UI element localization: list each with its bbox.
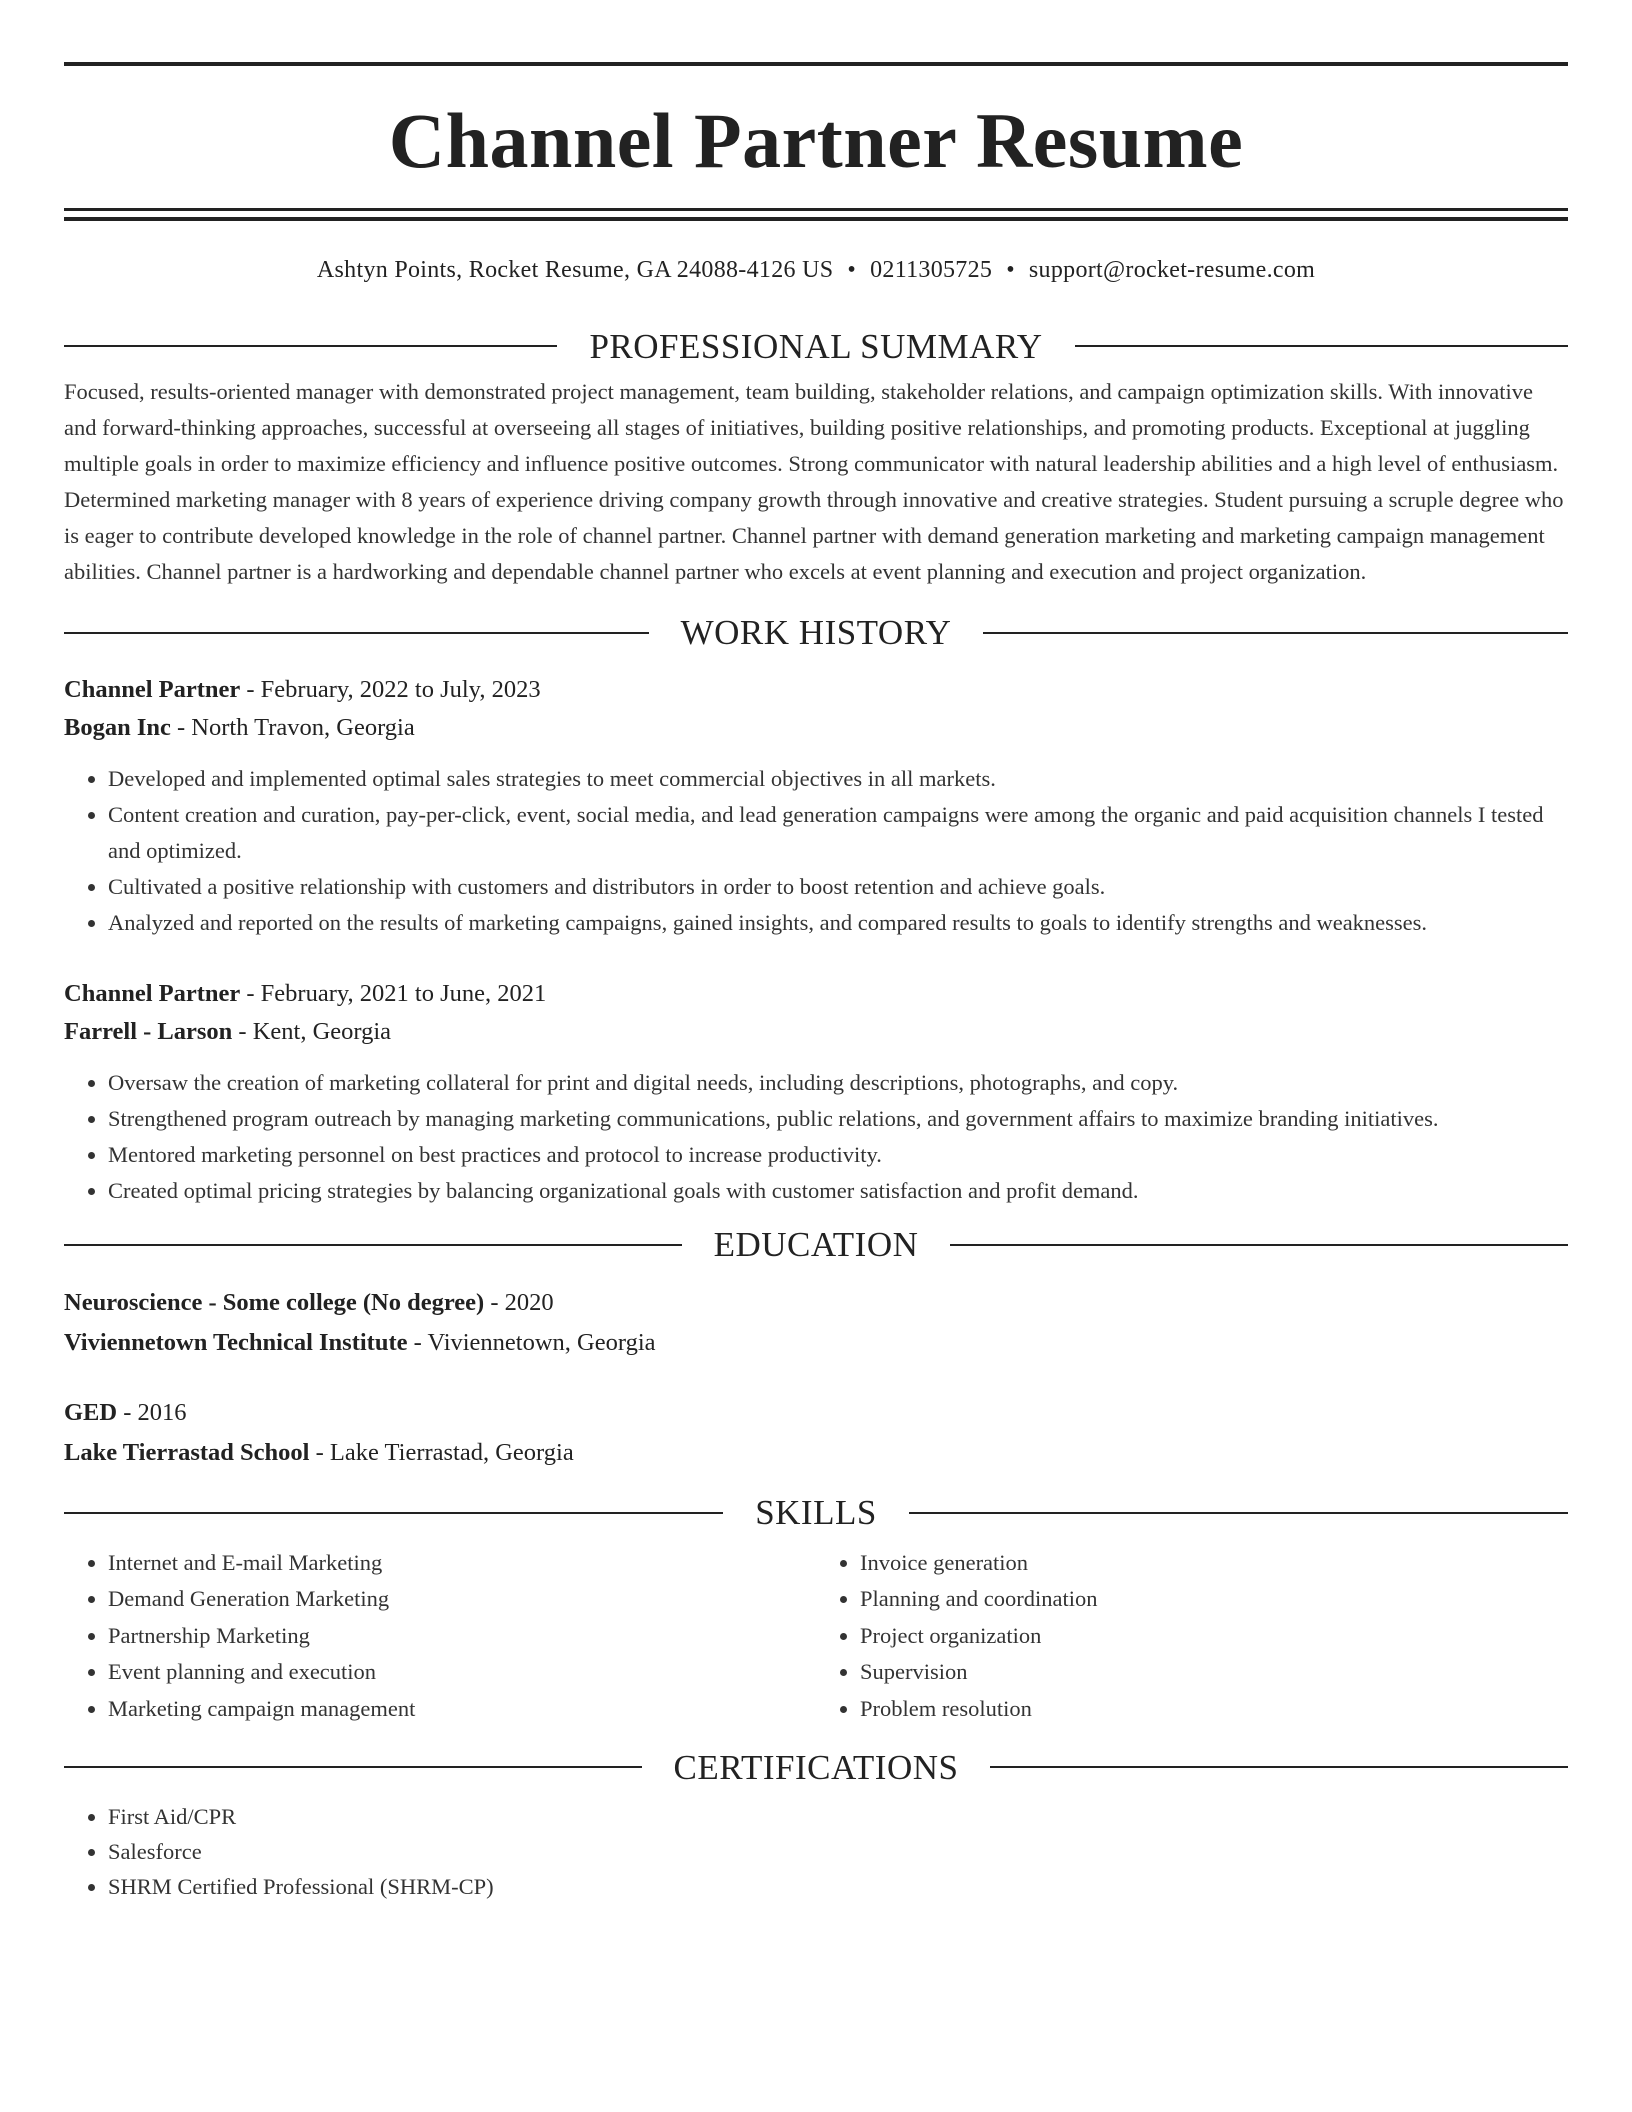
job-bullet: • Content creation and curation, pay-per-click, event, social media, and lead generation campaigns were among the organic and paid acquisition channels I tested and optimized. (108, 797, 1568, 869)
job-entry (64, 671, 1568, 941)
section-heading-certifications (64, 1747, 1568, 1787)
job-title: Channel Partner (64, 979, 241, 1007)
job-company: Farrell - Larson (64, 1017, 233, 1045)
section-heading-education (64, 1225, 1568, 1265)
job-location: - Kent, Georgia (232, 1017, 392, 1045)
job-bullet: • Developed and implemented optimal sales strategies to meet commercial objectives in all markets. (108, 761, 1568, 797)
contact-address: Ashtyn Points, Rocket Resume, GA 24088-4126 US (316, 257, 834, 283)
resume-page (64, 62, 1568, 1904)
job-bullet: • Cultivated a positive relationship with customers and distributors in order to boost retention and achieve goals. (108, 869, 1568, 905)
skill-item: • Supervision (860, 1654, 1568, 1691)
top-rule (64, 62, 1568, 66)
education-year: - 2020 (484, 1288, 554, 1316)
job-dates: - February, 2021 to June, 2021 (240, 979, 547, 1007)
section-title: WORK HISTORY (680, 613, 952, 652)
skill-item: • Demand Generation Marketing (108, 1581, 816, 1618)
job-bullet: • Strengthened program outreach by managing marketing communications, public relations, and government affairs to maximize branding initiatives. (108, 1101, 1568, 1137)
job-location: - North Travon, Georgia (170, 713, 415, 741)
contact-separator: • (1006, 257, 1015, 283)
education-degree: Neuroscience - Some college (No degree) (64, 1288, 485, 1316)
skill-item: • Event planning and execution (108, 1654, 816, 1691)
section-heading-work (64, 613, 1568, 653)
double-rule (64, 208, 1568, 221)
job-company-line (64, 1013, 1568, 1051)
education-degree: GED (64, 1398, 118, 1426)
job-bullet: • Oversaw the creation of marketing collateral for print and digital needs, including descriptions, photographs, and copy. (108, 1065, 1568, 1101)
education-degree-line (64, 1393, 1568, 1433)
summary-text: Focused, results-oriented manager with demonstrated project management, team building, stakeholder relations, and campaign optimization skills. With innovative and forward-thinking approaches, successful at overseeing all stages of initiatives, building positive relationships, and promoting products. Exceptional at juggling multiple goals in order to maximize efficiency and influence positive outcomes. Strong communicator with natural leadership abilities and a high level of enthusiasm. Determined marketing manager with 8 years of experience driving company growth through innovative and creative strategies. Student pursuing a scruple degree who is eager to contribute developed knowledge in the role of channel partner. Channel partner with demand generation marketing and marketing campaign management abilities. Channel partner is a hardworking and dependable channel partner who excels at event planning and execution and project organization. (64, 379, 1564, 584)
certification-item: • First Aid/CPR (108, 1799, 1568, 1834)
job-dates: - February, 2022 to July, 2023 (240, 675, 541, 703)
contact-email: support@rocket-resume.com (1028, 257, 1316, 283)
education-school-line (64, 1433, 1568, 1473)
education-entry (64, 1283, 1568, 1363)
job-title-line (64, 671, 1568, 709)
education-school: Lake Tierrastad School (64, 1438, 310, 1466)
job-title-line (64, 975, 1568, 1013)
job-bullets (64, 761, 1568, 941)
skill-item: • Internet and E-mail Marketing (108, 1545, 816, 1582)
education-degree-line (64, 1283, 1568, 1323)
section-heading-skills (64, 1493, 1568, 1533)
skills-columns (64, 1545, 1568, 1728)
skills-list-right (816, 1545, 1568, 1728)
skill-item: • Planning and coordination (860, 1581, 1568, 1618)
section-title: CERTIFICATIONS (673, 1747, 959, 1787)
job-bullet: • Mentored marketing personnel on best practices and protocol to increase productivity. (108, 1137, 1568, 1173)
section-title: EDUCATION (713, 1225, 919, 1264)
contact-line (64, 257, 1568, 284)
section-title: SKILLS (755, 1493, 877, 1532)
job-title: Channel Partner (64, 675, 241, 703)
education-entry (64, 1393, 1568, 1473)
education-school: Viviennetown Technical Institute (64, 1328, 408, 1356)
education-school-line (64, 1323, 1568, 1363)
certification-item: • Salesforce (108, 1834, 1568, 1869)
section-heading-summary (64, 326, 1568, 366)
skill-item: • Invoice generation (860, 1545, 1568, 1582)
skill-item: • Project organization (860, 1618, 1568, 1655)
contact-phone: 0211305725 (870, 257, 993, 283)
education-location: - Viviennetown, Georgia (407, 1328, 656, 1356)
job-company-line (64, 709, 1568, 747)
contact-separator: • (847, 257, 857, 283)
skill-item: • Marketing campaign management (108, 1691, 816, 1728)
skill-item: • Partnership Marketing (108, 1618, 816, 1655)
job-entry (64, 975, 1568, 1209)
section-title: PROFESSIONAL SUMMARY (589, 326, 1043, 366)
education-location: - Lake Tierrastad, Georgia (309, 1438, 574, 1466)
job-company: Bogan Inc (64, 713, 171, 741)
certifications-list (64, 1799, 1568, 1904)
job-bullet: • Analyzed and reported on the results of marketing campaigns, gained insights, and compared results to goals to identify strengths and weaknesses. (108, 905, 1568, 941)
certification-item: • SHRM Certified Professional (SHRM-CP) (108, 1869, 1568, 1904)
skills-list-left (64, 1545, 816, 1728)
resume-title: Channel Partner Resume (388, 97, 1244, 184)
education-year: - 2016 (117, 1398, 187, 1426)
job-bullet: • Created optimal pricing strategies by balancing organizational goals with customer satisfaction and profit demand. (108, 1173, 1568, 1209)
skill-item: • Problem resolution (860, 1691, 1568, 1728)
job-bullets (64, 1065, 1568, 1209)
